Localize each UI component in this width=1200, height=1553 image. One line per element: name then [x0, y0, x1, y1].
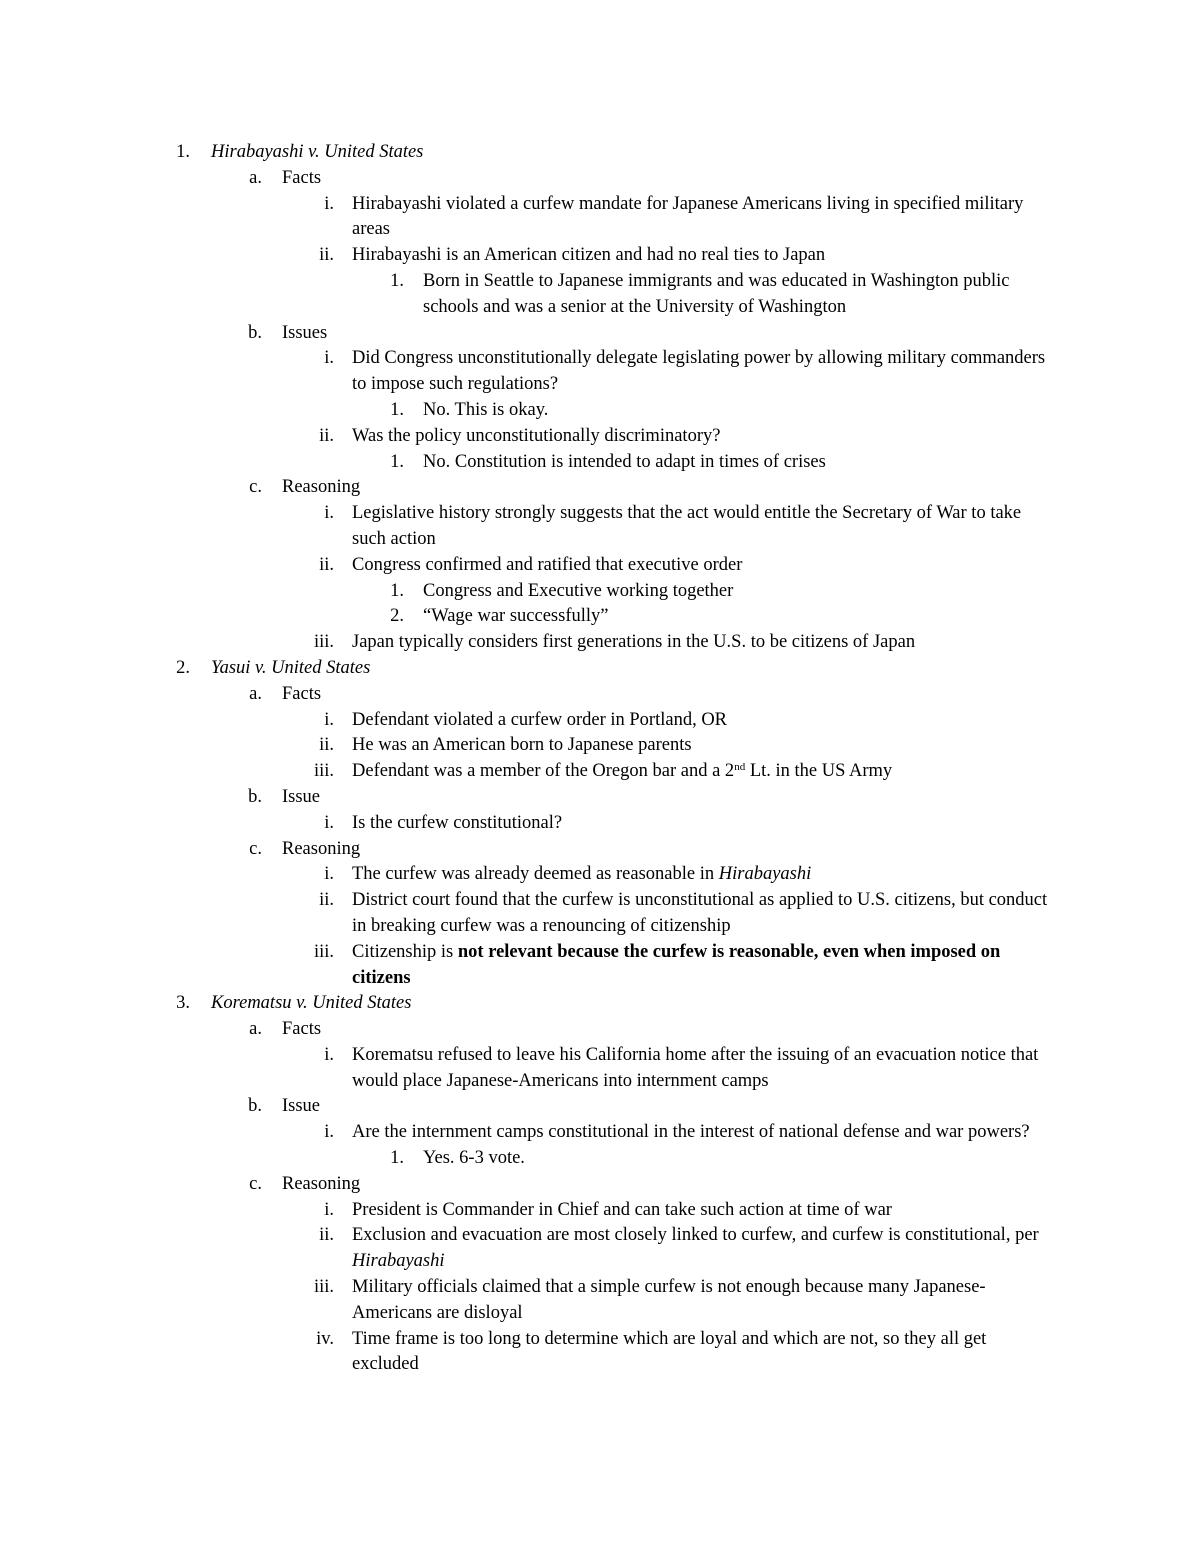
outline-item-level-3: [0, 733, 1200, 759]
outline-text: [352, 501, 1052, 553]
text-run: Legislative history strongly suggests that the act would entitle the Secretary of War to take such action: [352, 503, 1022, 549]
text-run: Born in Seattle to Japanese immigrants and was educated in Washington public schools and was a senior at the University of Washington: [423, 270, 1010, 317]
ordinal-superscript: nd: [734, 761, 746, 774]
outline-item-level-4: [0, 1146, 1200, 1172]
case-name-italic: Hirabayashi v. United States: [211, 142, 424, 162]
outline-item-level-4: [0, 398, 1200, 424]
text-run: “Wage war successfully”: [423, 606, 609, 627]
case-name-italic: Hirabayashi: [718, 864, 812, 885]
outline-item-level-3: [0, 940, 1200, 992]
text-run: Facts: [282, 683, 322, 704]
text-run: Defendant was a member of the Oregon bar and a 2: [352, 761, 735, 782]
text-run: The curfew was already deemed as reasonable in: [352, 864, 719, 885]
list-marker: iii.: [313, 632, 334, 653]
list-marker: i.: [324, 348, 334, 369]
outline-item-level-3: [0, 862, 1200, 888]
outline-text: [352, 733, 1052, 759]
list-marker: a.: [249, 1019, 262, 1040]
outline-text: [211, 140, 1200, 166]
list-marker: ii.: [319, 890, 334, 911]
outline-item-level-3: [0, 243, 1200, 269]
text-run: Did Congress unconstitutionally delegate legislating power by allowing military commanders to impose such regulations?: [352, 348, 1046, 395]
text-run: Hirabayashi violated a curfew mandate for Japanese Americans living in specified military areas: [352, 193, 1024, 240]
outline-item-level-3: [0, 501, 1200, 553]
outline-text: [352, 888, 1052, 940]
outline-text: [282, 682, 1200, 708]
outline-text: [352, 192, 1052, 244]
outline-text: [282, 785, 1200, 811]
outline-text: [423, 450, 1053, 476]
outline-text: [282, 475, 1200, 501]
outline-text: [282, 166, 1200, 192]
list-marker: i.: [324, 1199, 334, 1220]
text-run: Defendant violated a curfew order in Portland, OR: [352, 709, 728, 730]
list-marker: ii.: [319, 735, 334, 756]
list-marker: 1.: [390, 1148, 404, 1169]
list-marker: c.: [249, 838, 262, 859]
outline-item-level-3: [0, 811, 1200, 837]
list-marker: 1.: [390, 399, 404, 420]
outline-text: [352, 553, 1052, 579]
text-run: Military officials claimed that a simple curfew is not enough because many Japanese-Americans are disloyal: [352, 1277, 986, 1323]
text-run: No. This is okay.: [423, 399, 549, 420]
text-run: President is Commander in Chief and can take such action at time of war: [352, 1199, 892, 1220]
text-run: Korematsu refused to leave his California home after the issuing of an evacuation notice that would place Japanese-Americans into internment camps: [352, 1044, 1039, 1091]
text-run: No. Constitution is intended to adapt in times of crises: [423, 451, 826, 472]
text-run: Reasoning: [282, 477, 361, 498]
outline-item-level-4: [0, 269, 1200, 321]
list-marker: i.: [324, 193, 334, 214]
list-marker: iii.: [313, 761, 334, 782]
list-marker: a.: [249, 167, 262, 188]
outline-item-level-2: [0, 1172, 1200, 1198]
list-marker: b.: [248, 322, 262, 343]
outline-text: [352, 1327, 1052, 1379]
outline-text: [423, 398, 1053, 424]
outline-text: [352, 1043, 1052, 1095]
outline-item-level-2: [0, 785, 1200, 811]
list-marker: ii.: [319, 554, 334, 575]
list-marker: 1.: [390, 580, 404, 601]
text-run: Hirabayashi is an American citizen and had no real ties to Japan: [352, 245, 826, 266]
text-run: District court found that the curfew is unconstitutional as applied to U.S. citizens, but conduct in breaking curfew was a renouncing of citizenship: [352, 890, 1048, 936]
text-run: Citizenship is: [352, 941, 458, 962]
text-run: He was an American born to Japanese parents: [352, 735, 692, 756]
outline-item-level-3: [0, 1223, 1200, 1275]
outline-item-level-4: [0, 579, 1200, 605]
outline-item-level-2: [0, 1017, 1200, 1043]
outline-item-level-3: [0, 759, 1200, 785]
text-run: Facts: [282, 1019, 322, 1040]
list-marker: i.: [324, 812, 334, 833]
outline-item-level-2: [0, 475, 1200, 501]
list-marker: b.: [248, 1096, 262, 1117]
outline-text: [352, 862, 1052, 888]
outline-item-level-2: [0, 837, 1200, 863]
outline-item-level-3: [0, 192, 1200, 244]
list-marker: i.: [324, 864, 334, 885]
list-marker: c.: [249, 1173, 262, 1194]
outline-item-level-1: [0, 991, 1200, 1017]
outline-text: [282, 1172, 1200, 1198]
outline-item-level-3: [0, 1043, 1200, 1095]
list-marker: iv.: [316, 1328, 334, 1349]
outline-text: [352, 708, 1052, 734]
outline-item-level-3: [0, 1120, 1200, 1146]
outline-text: [352, 1275, 1052, 1327]
outline-text: [211, 656, 1200, 682]
outline-text: [352, 811, 1052, 837]
outline-text: [423, 579, 1053, 605]
outline-item-level-2: [0, 1094, 1200, 1120]
list-marker: 2.: [176, 657, 190, 678]
text-run: Are the internment camps constitutional in the interest of national defense and war powers?: [352, 1122, 1030, 1143]
list-marker: b.: [248, 786, 262, 807]
outline-text: [352, 940, 1052, 992]
outline-text: [352, 243, 1052, 269]
text-run: Issue: [282, 786, 321, 807]
list-marker: i.: [324, 503, 334, 524]
outline-item-level-4: [0, 604, 1200, 630]
outline-item-level-2: [0, 682, 1200, 708]
outline-text: [352, 1198, 1052, 1224]
text-run: Yes. 6-3 vote.: [423, 1148, 525, 1169]
outline-text: [352, 424, 1052, 450]
document-page: [0, 140, 1200, 1378]
list-marker: ii.: [319, 1225, 334, 1246]
outline-item-level-2: [0, 321, 1200, 347]
outline-text: [423, 1146, 1053, 1172]
case-name-italic: Hirabayashi: [352, 1251, 445, 1272]
list-marker: ii.: [319, 425, 334, 446]
text-run: Reasoning: [282, 1173, 361, 1194]
outline-item-level-3: [0, 553, 1200, 579]
text-run: Issue: [282, 1096, 321, 1117]
outline-item-level-3: [0, 630, 1200, 656]
text-run: Was the policy unconstitutionally discriminatory?: [352, 425, 721, 446]
outline-text: [282, 837, 1200, 863]
list-marker: 1.: [390, 270, 404, 291]
list-marker: c.: [249, 477, 262, 498]
outline-item-level-1: [0, 656, 1200, 682]
list-marker: iii.: [313, 941, 334, 962]
text-run: Facts: [282, 167, 322, 188]
text-run: Issues: [282, 322, 328, 343]
list-marker: 3.: [176, 993, 190, 1014]
outline-text: [352, 630, 1052, 656]
list-marker: i.: [324, 709, 334, 730]
text-run: Is the curfew constitutional?: [352, 812, 563, 833]
list-marker: 2.: [390, 606, 404, 627]
outline-text: [352, 759, 1052, 785]
outline-item-level-3: [0, 708, 1200, 734]
outline-text: [282, 1017, 1200, 1043]
outline-item-level-1: [0, 140, 1200, 166]
bold-emphasis: not relevant because the curfew is reasonable, even when imposed on citizens: [352, 941, 1001, 988]
case-name-italic: Korematsu v. United States: [211, 993, 412, 1014]
case-name-italic: Yasui v. United States: [211, 657, 371, 678]
outline-item-level-4: [0, 450, 1200, 476]
outline-text: [282, 1094, 1200, 1120]
outline-item-level-3: [0, 1198, 1200, 1224]
text-run: Time frame is too long to determine which are loyal and which are not, so they all get excluded: [352, 1328, 987, 1375]
list-marker: iii.: [313, 1277, 334, 1298]
list-marker: i.: [324, 1122, 334, 1143]
text-run: Reasoning: [282, 838, 361, 859]
outline-text: [423, 604, 1053, 630]
list-marker: 1.: [176, 142, 190, 162]
text-run: Japan typically considers first generations in the U.S. to be citizens of Japan: [352, 632, 916, 653]
outline-item-level-3: [0, 1275, 1200, 1327]
outline-item-level-2: [0, 166, 1200, 192]
outline-text: [352, 1120, 1052, 1146]
list-marker: i.: [324, 1044, 334, 1065]
list-marker: ii.: [319, 245, 334, 266]
list-marker: a.: [249, 683, 262, 704]
list-marker: 1.: [390, 451, 404, 472]
outline-text: [423, 269, 1053, 321]
outline-item-level-3: [0, 888, 1200, 940]
outline-item-level-3: [0, 424, 1200, 450]
outline-text: [352, 346, 1052, 398]
outline-text: [211, 991, 1200, 1017]
text-run: Exclusion and evacuation are most closely linked to curfew, and curfew is constitutional, per: [352, 1225, 1039, 1246]
outline-text: [352, 1223, 1052, 1275]
outline-item-level-3: [0, 346, 1200, 398]
outline-item-level-3: [0, 1327, 1200, 1379]
outline-text: [282, 321, 1200, 347]
text-run: Congress confirmed and ratified that executive order: [352, 554, 743, 575]
text-run: Lt. in the US Army: [745, 761, 893, 782]
text-run: Congress and Executive working together: [423, 580, 734, 601]
